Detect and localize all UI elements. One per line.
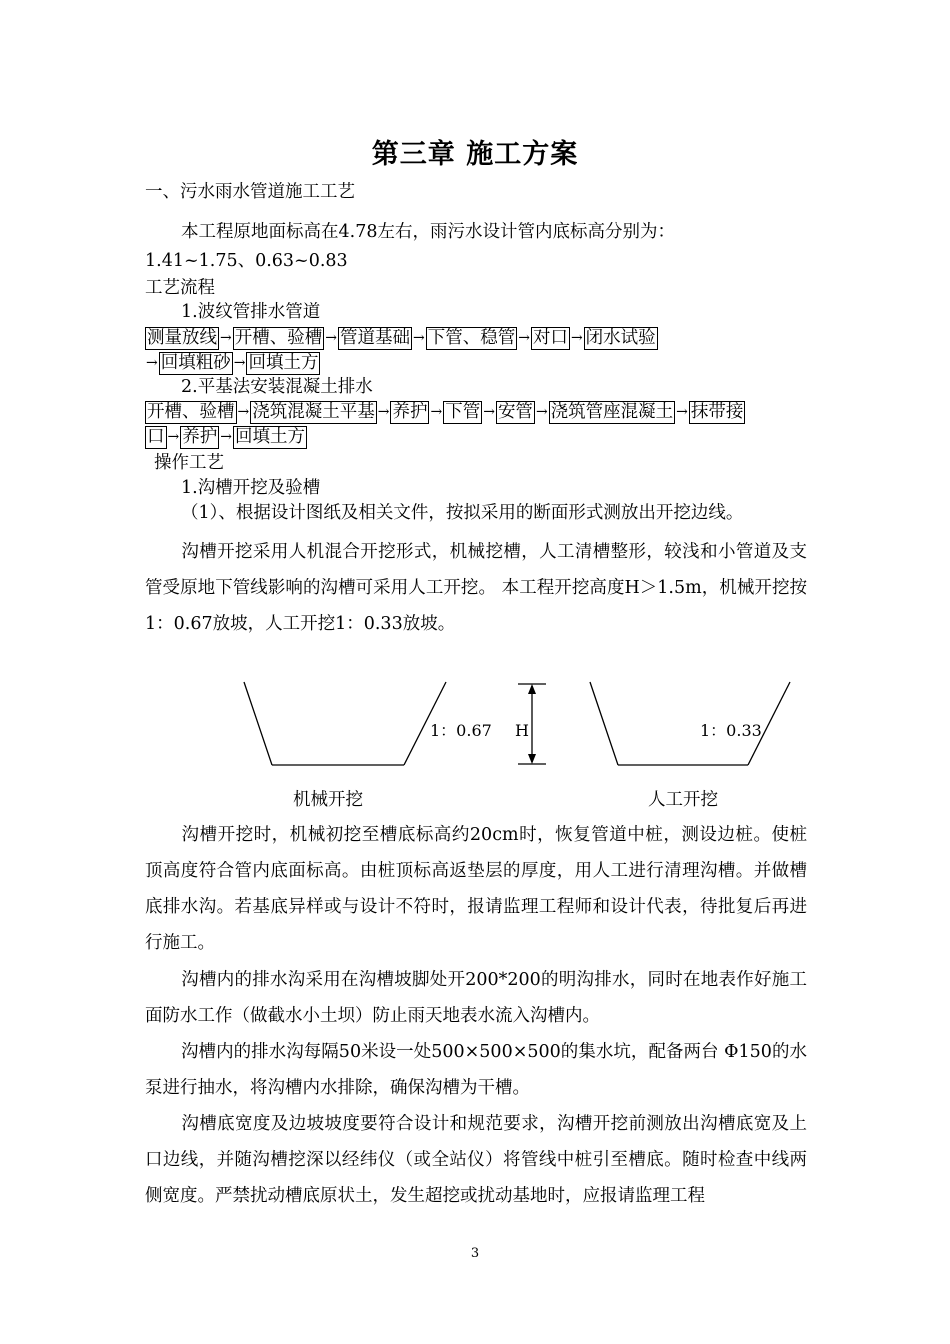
page-title: 第三章 施工方案 [371, 139, 579, 170]
arrow-icon: → [535, 404, 548, 420]
flow-step: 下管、稳管 [427, 327, 516, 348]
flow-step: 闭水试验 [585, 327, 656, 348]
arrow-icon: → [483, 404, 495, 420]
paragraph: 沟槽开挖采用人机混合开挖形式，机械挖槽，人工清槽整形，较浅和小管道及支管受原地下管线影响的沟槽可采用人工开挖。 本工程开挖高度H＞1.5m，机械开挖按1：0.67放坡，人工开挖1：0.33放坡。 [145, 542, 807, 634]
flow-step: 养护 [392, 401, 428, 422]
flow-step: 回填土方 [234, 426, 305, 447]
intro-line-2: 1.41~1.75、0.63~0.83 [145, 251, 348, 271]
operation-heading: 操作工艺 [154, 453, 224, 473]
arrow-icon: → [676, 404, 688, 420]
flow-step: 回填土方 [248, 352, 319, 373]
section-heading: 一、污水雨水管道施工工艺 [145, 182, 355, 202]
caption-manual: 人工开挖 [648, 790, 718, 810]
flow-step: 下管 [445, 401, 481, 422]
machine-trench [244, 682, 446, 765]
flow-step: 测量放线 [147, 327, 217, 348]
op1-heading: 1.沟槽开挖及验槽 [181, 478, 321, 498]
flow-step: 养护 [182, 426, 218, 447]
flow-step: 安管 [497, 401, 533, 422]
slope-label-manual: 1：0.33 [700, 721, 762, 740]
process-heading: 工艺流程 [145, 278, 215, 298]
flow-step: 开槽、验槽 [147, 401, 235, 422]
paragraph: 沟槽内的排水沟采用在沟槽坡脚处开200*200的明沟排水，同时在地表作好施工面防水工作（做截水小土坝）防止雨天地表水流入沟槽内。 [145, 970, 807, 1026]
flow-step: 对口 [532, 327, 568, 348]
arrow-icon: → [146, 355, 158, 371]
flow2-heading: 2.平基法安装混凝土排水 [181, 377, 373, 397]
flow-step: 回填粗砂 [160, 352, 231, 373]
arrow-icon: → [237, 404, 250, 420]
flow1-row1 [145, 326, 658, 350]
flow-step: 浇筑管座混凝土 [550, 401, 674, 422]
paragraph: 沟槽内的排水沟每隔50米设一处500×500×500的集水坑，配备两台 Φ150的水泵进行抽水，将沟槽内水排除，确保沟槽为干槽。 [145, 1042, 807, 1098]
flow-step: 口 [147, 426, 165, 447]
flow-step: 浇筑混凝土平基 [252, 401, 375, 422]
caption-machine: 机械开挖 [293, 790, 363, 810]
slope-label-machine: 1：0.67 [430, 721, 492, 740]
paragraph: 沟槽开挖时，机械初挖至槽底标高约20cm时，恢复管道中桩，测设边桩。使桩顶高度符合管内底面标高。由桩顶标高返垫层的厚度，用人工进行清理沟槽。并做槽底排水沟。若基底异样或与设计不符时，报请监理工程师和设计代表，待批复后再进行施工。 [145, 825, 807, 953]
op1-subheading: （1）、根据设计图纸及相关文件，按拟采用的断面形式测放出开挖边线。 [181, 503, 744, 523]
arrow-icon: → [325, 330, 337, 346]
flow-step: 开槽、验槽 [234, 327, 323, 348]
paragraph: 沟槽底宽度及边坡坡度要符合设计和规范要求，沟槽开挖前测放出沟槽底宽及上口边线，并随沟槽挖深以经纬仪（或全站仪）将管线中桩引至槽底。随时检查中线两侧宽度。严禁扰动槽底原状土，发生超挖或扰动基地时，应报请监理工程 [145, 1114, 807, 1206]
flow1-row2 [145, 351, 320, 375]
flow1-heading: 1.波纹管排水管道 [181, 302, 321, 322]
arrow-icon: → [430, 404, 443, 420]
flow2-row2 [145, 425, 307, 449]
flow2-row1 [145, 400, 745, 424]
intro-line-1: 本工程原地面标高在4.78左右，雨污水设计管内底标高分别为： [181, 222, 675, 242]
page-number: 3 [470, 1246, 480, 1261]
height-label: H [515, 721, 529, 740]
arrow-icon: → [377, 404, 390, 420]
arrow-icon: → [167, 429, 180, 445]
arrow-icon: → [220, 429, 232, 445]
arrow-icon: → [570, 330, 583, 346]
arrow-icon: → [233, 355, 246, 371]
flow-step: 管道基础 [339, 327, 410, 348]
flow-step: 抹带接 [690, 401, 744, 422]
arrow-icon: → [220, 330, 232, 346]
arrow-icon: → [518, 330, 530, 346]
arrow-icon: → [412, 330, 425, 346]
